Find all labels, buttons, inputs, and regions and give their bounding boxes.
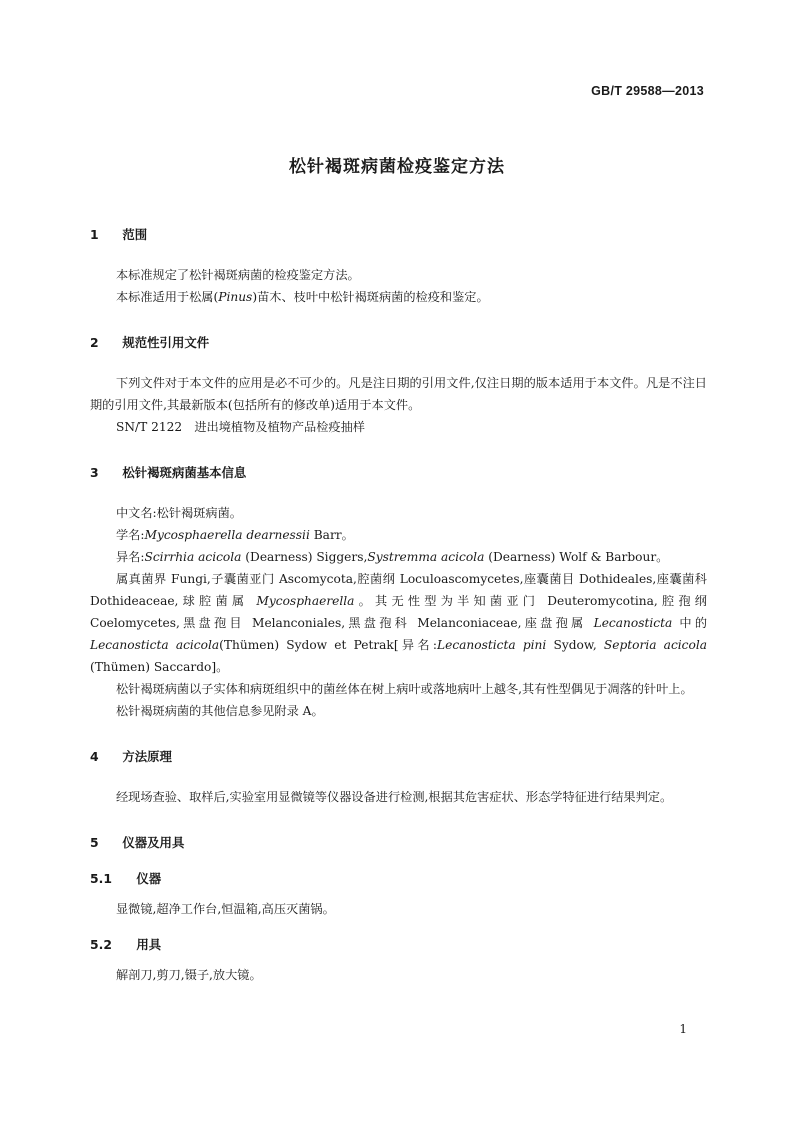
italic-term: Lecanosticta bbox=[593, 616, 673, 630]
italic-term: Systremma acicola bbox=[367, 550, 485, 564]
text-run: (Dearness) Wolf & Barbour。 bbox=[484, 550, 669, 564]
subsection-heading bbox=[90, 934, 707, 956]
section-heading bbox=[90, 462, 707, 484]
standard-code: GB/T 29588—2013 bbox=[591, 84, 704, 98]
paragraph: 下列文件对于本文件的应用是必不可少的。凡是注日期的引用文件,仅注日期的版本适用于本文件。凡是不注日期的引用文件,其最新版本(包括所有的修改单)适用于本文件。 bbox=[90, 376, 707, 412]
section-number: 3 bbox=[90, 465, 99, 480]
section-title: 仪器及用具 bbox=[122, 835, 185, 850]
text-run: 学名: bbox=[116, 528, 145, 542]
italic-term: Lecanosticta acicola bbox=[90, 638, 220, 652]
paragraph bbox=[90, 546, 707, 568]
paragraph: 松针褐斑病菌的其他信息参见附录 A。 bbox=[116, 704, 324, 718]
text-run: )苗木、枝叶中松针褐斑病菌的检疫和鉴定。 bbox=[252, 290, 489, 304]
section-title: 松针褐斑病菌基本信息 bbox=[122, 465, 247, 480]
paragraph: 经现场查验、取样后,实验室用显微镜等仪器设备进行检测,根据其危害症状、形态学特征进行结果判定。 bbox=[116, 790, 673, 804]
paragraph: 解剖刀,剪刀,镊子,放大镜。 bbox=[116, 968, 262, 982]
text-run: Sydow, bbox=[546, 638, 604, 652]
text-run: (Thümen) Sydow et Petrak[异名: bbox=[219, 638, 438, 652]
subsection-number: 5.2 bbox=[90, 937, 112, 952]
text-run: (Thümen) Saccardo]。 bbox=[90, 660, 229, 674]
paragraph: 显微镜,超净工作台,恒温箱,高压灭菌锅。 bbox=[116, 902, 335, 916]
text-run: 中的 bbox=[672, 616, 708, 630]
text-run: Barr。 bbox=[309, 528, 354, 542]
text-run: 属真菌界 Fungi,子囊菌亚门 Ascomycota,腔菌纲 Loculoascomycetes,座囊菌目 Dothideales,座囊菌科 Dothideaceae,球腔菌属 bbox=[90, 572, 707, 608]
italic-term: Pinus bbox=[218, 290, 253, 304]
section-title: 规范性引用文件 bbox=[122, 335, 210, 350]
text-run: (Dearness) Siggers, bbox=[241, 550, 368, 564]
subsection-title: 用具 bbox=[136, 937, 162, 952]
section-heading bbox=[90, 746, 707, 768]
text-run: 异名: bbox=[116, 550, 145, 564]
italic-term: Lecanosticta pini bbox=[437, 638, 547, 652]
section-number: 1 bbox=[90, 227, 99, 242]
page-number: 1 bbox=[679, 1022, 687, 1036]
document-title: 松针褐斑病菌检疫鉴定方法 bbox=[289, 157, 505, 177]
subsection-heading bbox=[90, 868, 707, 890]
section-number: 2 bbox=[90, 335, 99, 350]
text-run: 本标准适用于松属( bbox=[116, 290, 219, 304]
paragraph: 松针褐斑病菌以子实体和病斑组织中的菌丝体在树上病叶或落地病叶上越冬,其有性型偶见于凋落的针叶上。 bbox=[116, 682, 693, 696]
subsection-number: 5.1 bbox=[90, 871, 112, 886]
paragraph: 中文名:松针褐斑病菌。 bbox=[116, 506, 242, 520]
section-number: 4 bbox=[90, 749, 99, 764]
section-number: 5 bbox=[90, 835, 99, 850]
subsection-title: 仪器 bbox=[136, 871, 162, 886]
section-heading bbox=[90, 224, 707, 246]
paragraph bbox=[90, 568, 707, 678]
italic-term: Mycosphaerella dearnessii bbox=[144, 528, 310, 542]
section-heading bbox=[90, 832, 707, 854]
document-body bbox=[90, 224, 707, 986]
italic-term: Mycosphaerella bbox=[256, 594, 355, 608]
italic-term: Septoria acicola bbox=[603, 638, 708, 652]
paragraph bbox=[90, 524, 707, 546]
paragraph: SN/T 2122 进出境植物及植物产品检疫抽样 bbox=[116, 420, 365, 434]
text-run: 。其无性型为半知菌亚门 Deuteromycotina,腔孢纲 Coelomycetes,黑盘孢目 Melanconiales,黑盘孢科 Melanconiaceae,座盘孢属 bbox=[90, 594, 707, 630]
paragraph: 本标准规定了松针褐斑病菌的检疫鉴定方法。 bbox=[116, 268, 360, 282]
italic-term: Scirrhia acicola bbox=[144, 550, 242, 564]
paragraph bbox=[90, 286, 707, 308]
section-title: 方法原理 bbox=[122, 749, 172, 764]
section-title: 范围 bbox=[122, 227, 148, 242]
section-heading bbox=[90, 332, 707, 354]
